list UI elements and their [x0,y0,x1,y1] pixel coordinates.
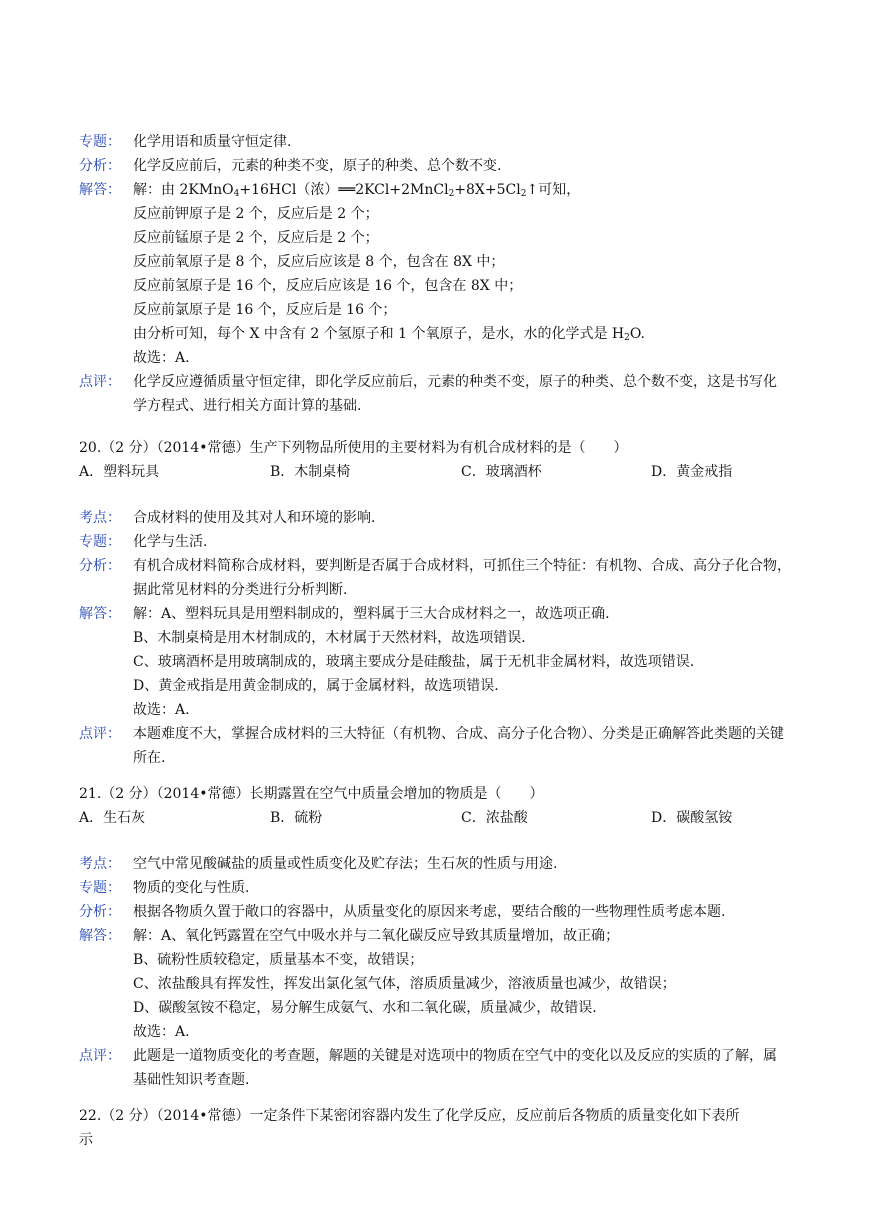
dianping-label: 点评： [79,374,121,390]
q21-jieda-line-2: B、硫粉性质较稳定，质量基本不变，故错误； [133,952,424,968]
q20-jieda-line-4: D、黄金戒指是用黄金制成的，属于金属材料，故选项错误. [133,678,499,694]
q19-jieda-line-3: 反应前氧原子是 8 个，反应后应该是 8 个，包含在 8X 中； [133,254,505,270]
q21-option-a: A．生石灰 [79,810,146,826]
q19-jieda-line-2: 反应前锰原子是 2 个，反应后是 2 个； [133,230,379,246]
q19-jieda-line-5: 反应前氯原子是 16 个，反应后是 16 个； [133,302,397,318]
q19-dianping-text-2: 学方程式、进行相关方面计算的基础. [133,398,362,414]
q20-line [79,674,841,698]
q20-option-b: B．木制桌椅 [270,464,351,480]
q21-line [79,948,841,972]
q19-equation [133,178,580,202]
q20-fenxi-text: 有机合成材料简称合成材料，要判断是否属于合成材料，可抓住三个特征：有机物、合成、高分子化合物， [133,558,791,574]
fenxi-label: 分析： [79,904,121,920]
q19-line [79,274,841,298]
q19-line [79,250,841,274]
q20-jieda-line-3: C、玻璃酒杯是用玻璃制成的，玻璃主要成分是硅酸盐，属于无机非金属材料，故选项错误. [133,654,695,670]
q21-option-b: B．硫粉 [270,810,323,826]
equation-part: 解：由 2KMnO [133,182,234,198]
fenxi-label: 分析： [79,558,121,574]
equation-part: +8X+5Cl [454,182,521,198]
q21-fenxi-row [79,900,841,924]
q19-zhuanti-row [79,130,841,154]
q20-dianping-text-2: 所在. [133,750,166,766]
q19-line [79,346,841,370]
jieda-label: 解答： [79,182,121,198]
q21-kaodian-text: 空气中常见酸碱盐的质量或性质变化及贮存法；生石灰的性质与用途. [133,856,558,872]
dianping-label: 点评： [79,726,121,742]
q19-jieda-line-1: 反应前钾原子是 2 个，反应后是 2 个； [133,206,379,222]
equation-subscript: 2 [448,189,455,199]
q20-stem: 20.（2 分）（2014•常德）生产下列物品所使用的主要材料为有机合成材料的是（ ） [79,440,628,456]
q20-line [79,650,841,674]
q21-line [79,1020,841,1044]
formula-part: 由分析可知，每个 X 中含有 2 个氢原子和 1 个氧原子，是水，水的化学式是 H [133,326,625,342]
q19-dianping-text: 化学反应遵循质量守恒定律，即化学反应前后，元素的种类不变，原子的种类、总个数不变，这是书写化 [133,374,777,390]
q19-line [79,322,841,346]
q21-option-c: C．浓盐酸 [461,810,528,826]
equation-part: +16HCl（浓）══2KCl+2MnCl [239,182,449,198]
q20-option-d: D．黄金戒指 [651,464,733,480]
kaodian-label: 考点： [79,856,121,872]
q20-dianping-row [79,722,841,746]
q19-jieda-line-4: 反应前氢原子是 16 个，反应后应该是 16 个，包含在 8X 中； [133,278,523,294]
equation-subscript: 4 [233,189,240,199]
q21-line [79,972,841,996]
kaodian-label: 考点： [79,510,121,526]
q21-zhuanti-text: 物质的变化与性质. [133,880,250,896]
q20-kaodian-row [79,506,841,530]
q19-answer: 故选：A. [133,350,190,366]
q22-stem-2: 示 [79,1132,93,1148]
q20-zhuanti-text: 化学与生活. [133,534,208,550]
q21-jieda-line-1: 解：A、氧化钙露置在空气中吸水并与二氧化碳反应导致其质量增加，故正确； [133,928,620,944]
q22-stem: 22.（2 分）（2014•常德）一定条件下某密闭容器内发生了化学反应，反应前后各物质的质量变化如下表所 [79,1108,740,1124]
q21-kaodian-row [79,852,841,876]
q21-line [79,996,841,1020]
formula-part: O. [629,326,645,342]
q19-jieda-line-6 [133,322,645,346]
q20-jieda-line-2: B、木制桌椅是用木材制成的，木材属于天然材料，故选项错误. [133,630,526,646]
q21-jieda-line-4: D、碳酸氢铵不稳定，易分解生成氨气、水和二氧化碳，质量减少，故错误. [133,1000,597,1016]
q20-option-c: C．玻璃酒杯 [461,464,542,480]
q21-dianping-text-2: 基础性知识考查题. [133,1072,250,1088]
q20-line [79,626,841,650]
q19-jieda-row [79,178,841,202]
q19-line [79,394,841,418]
q19-line [79,298,841,322]
q21-zhuanti-row [79,876,841,900]
q20-jieda-row [79,602,841,626]
jieda-label: 解答： [79,606,121,622]
q20-jieda-line-1: 解：A、塑料玩具是用塑料制成的，塑料属于三大合成材料之一，故选项正确. [133,606,610,622]
equation-part: ↑可知， [526,182,581,198]
q20-line [79,746,841,770]
q21-dianping-text: 此题是一道物质变化的考查题，解题的关键是对选项中的物质在空气中的变化以及反应的实质的了解，属 [133,1048,777,1064]
q19-fenxi-row [79,154,841,178]
q21-line [79,1068,841,1092]
zhuanti-label: 专题： [79,534,121,550]
formula-subscript: 2 [624,333,630,343]
q20-zhuanti-row [79,530,841,554]
q19-fenxi-text: 化学反应前后，元素的种类不变，原子的种类、总个数不变. [133,158,502,174]
q21-fenxi-text: 根据各物质久置于敞口的容器中，从质量变化的原因来考虑，要结合酸的一些物理性质考虑本题. [133,904,726,920]
q20-answer: 故选：A. [133,702,190,718]
q19-dianping-row [79,370,841,394]
q20-kaodian-text: 合成材料的使用及其对人和环境的影响. [133,510,376,526]
equation-subscript: 2 [520,189,527,199]
q20-option-a: A．塑料玩具 [79,464,160,480]
q21-jieda-row [79,924,841,948]
q20-fenxi-row [79,554,841,578]
dianping-label: 点评： [79,1048,121,1064]
fenxi-label: 分析： [79,158,121,174]
q21-jieda-line-3: C、浓盐酸具有挥发性，挥发出氯化氢气体，溶质质量减少，溶液质量也减少，故错误； [133,976,676,992]
q21-stem: 21.（2 分）（2014•常德）长期露置在空气中质量会增加的物质是（ ） [79,786,544,802]
q19-zhuanti-text: 化学用语和质量守恒定律. [133,134,292,150]
q19-line [79,226,841,250]
zhuanti-label: 专题： [79,880,121,896]
q19-line [79,202,841,226]
q20-dianping-text: 本题难度不大，掌握合成材料的三大特征（有机物、合成、高分子化合物）、分类是正确解答此类题的关键 [133,726,784,742]
jieda-label: 解答： [79,928,121,944]
q21-dianping-row [79,1044,841,1068]
q21-answer: 故选：A. [133,1024,190,1040]
q20-line [79,698,841,722]
q21-option-d: D．碳酸氢铵 [651,810,733,826]
q20-line [79,578,841,602]
zhuanti-label: 专题： [79,134,121,150]
q20-fenxi-text-2: 据此常见材料的分类进行分析判断. [133,582,348,598]
